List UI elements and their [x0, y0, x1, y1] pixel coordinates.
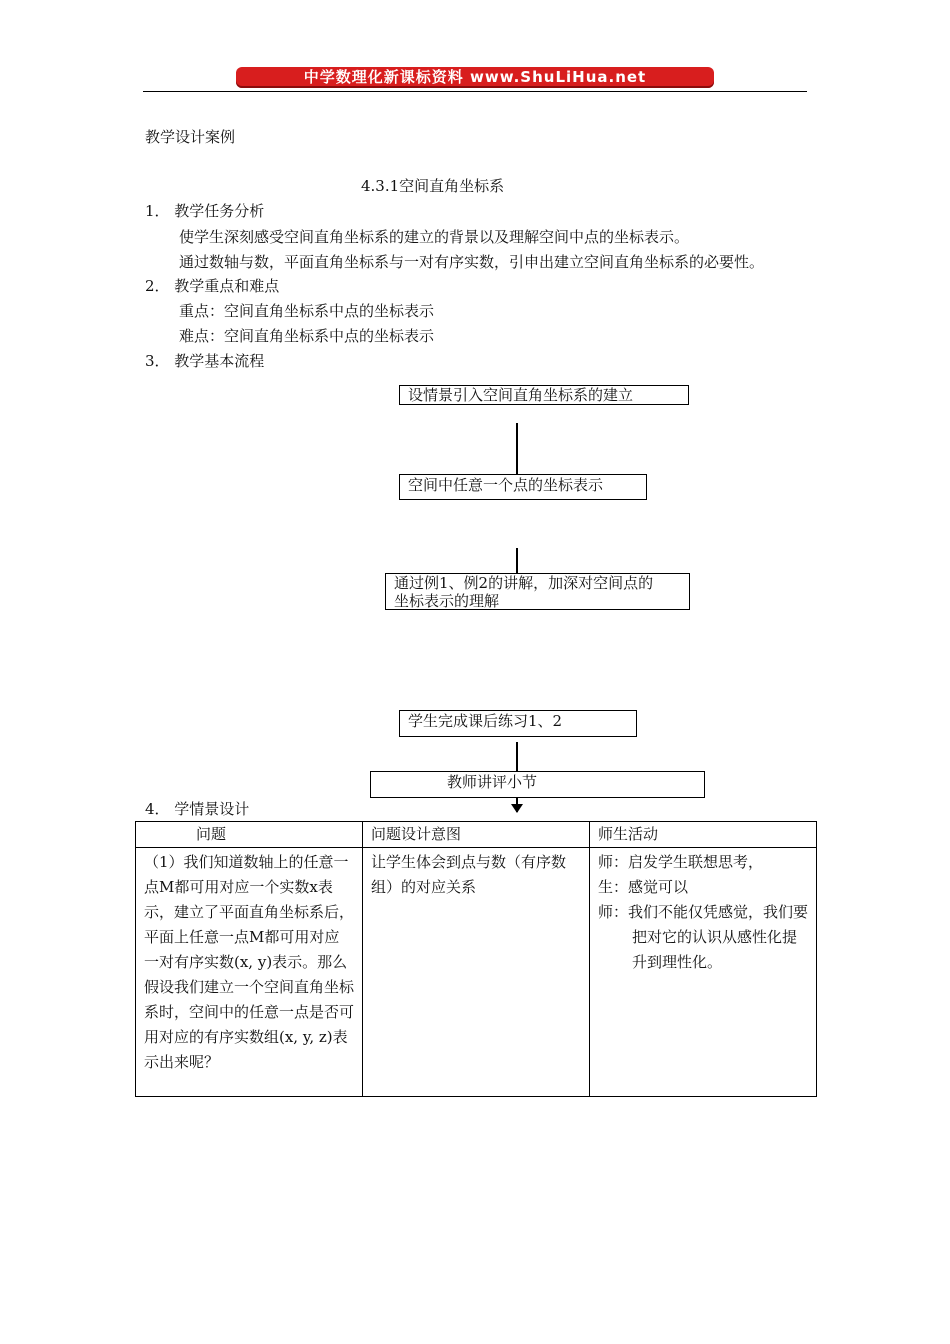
column-header-intent: 问题设计意图	[363, 822, 590, 848]
flow-step-5-label: 教师讲评小节	[447, 773, 538, 791]
header-rule	[143, 91, 807, 92]
doc-title: 4.3.1空间直角坐标系	[361, 177, 505, 195]
flow-step-3-line-2: 坐标表示的理解	[394, 592, 500, 610]
flow-step-3	[385, 573, 690, 610]
section-1-paragraph-2: 通过数轴与数，平面直角坐标系与一对有序实数，引申出建立空间直角坐标系的必要性。	[179, 253, 765, 271]
flow-step-3-line-1: 通过例1、例2的讲解，加深对空间点的	[394, 574, 654, 592]
difficult-point: 难点：空间直角坐标系中点的坐标表示	[179, 327, 435, 345]
column-header-activity: 师生活动	[590, 822, 817, 848]
flow-step-5	[370, 771, 705, 798]
activity-cell	[590, 848, 817, 1097]
column-header-question: 问题	[136, 822, 363, 848]
scenario-table	[135, 821, 817, 1097]
flow-step-1	[399, 385, 689, 405]
question-cell: （1）我们知道数轴上的任意一点M都可用对应一个实数x表示，建立了平面直角坐标系后，平面上任意一点M都可用对应一对有序实数(x, y)表示。那么假设我们建立一个空间直角坐标系时，空间中的任意一点是否可用对应的有序实数组(x, y, z)表示出来呢？	[136, 848, 363, 1097]
section-1-paragraph-1: 使学生深刻感受空间直角坐标系的建立的背景以及理解空间中点的坐标表示。	[179, 228, 690, 246]
activity-line-1: 师：启发学生联想思考，	[598, 853, 764, 871]
flow-step-1-label: 设情景引入空间直角坐标系的建立	[408, 386, 634, 404]
doc-category: 教学设计案例	[145, 128, 236, 146]
section-4-heading: 4． 学情景设计	[145, 800, 250, 818]
header-banner: 中学数理化新课标资料 www.ShuLiHua.net	[236, 67, 714, 88]
section-3-heading: 3． 教学基本流程	[145, 352, 265, 370]
flow-step-2-label: 空间中任意一个点的坐标表示	[408, 476, 604, 494]
section-2-heading: 2． 教学重点和难点	[145, 277, 280, 295]
table-row	[136, 848, 817, 1097]
flow-step-4	[399, 710, 637, 737]
key-point: 重点：空间直角坐标系中点的坐标表示	[179, 302, 435, 320]
flow-step-4-label: 学生完成课后练习1、2	[408, 712, 563, 730]
flow-step-2	[399, 474, 647, 500]
intent-cell: 让学生体会到点与数（有序数组）的对应关系	[363, 848, 590, 1097]
activity-line-2: 生：感觉可以	[598, 878, 689, 896]
section-1-heading: 1． 教学任务分析	[145, 202, 265, 220]
table-header-row	[136, 822, 817, 848]
activity-line-3: 师：我们不能仅凭感觉，我们要把对它的认识从感性化提升到理性化。	[598, 903, 809, 971]
